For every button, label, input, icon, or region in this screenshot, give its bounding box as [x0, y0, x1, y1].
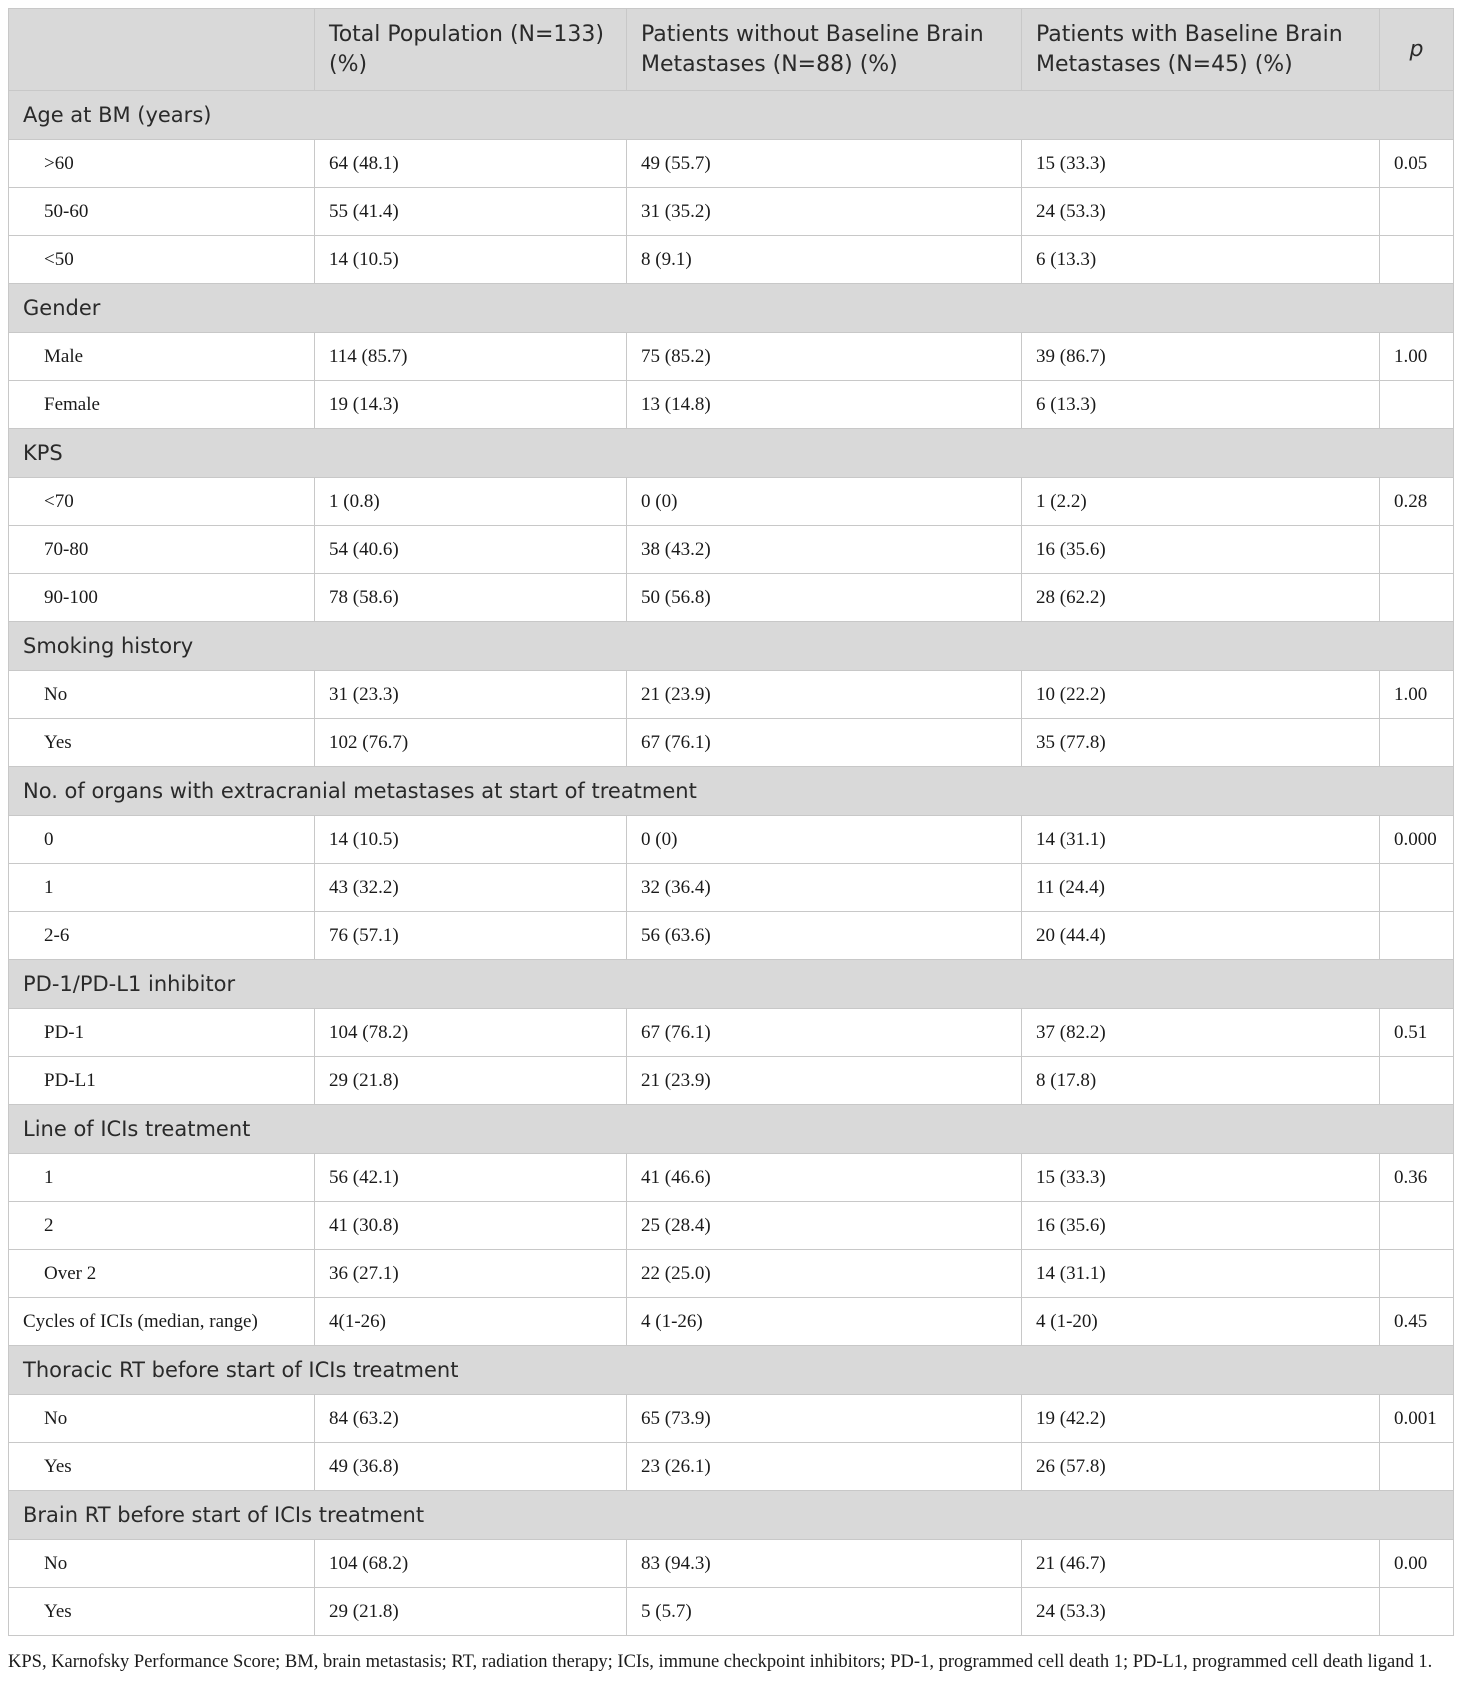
- with-bm-cell: 26 (57.8): [1022, 1443, 1380, 1491]
- p-value-cell: [1380, 1202, 1454, 1250]
- with-bm-cell: 8 (17.8): [1022, 1057, 1380, 1105]
- row-label: <50: [9, 236, 315, 284]
- group-header-row: [9, 960, 1454, 1009]
- total-cell: 102 (76.7): [315, 719, 627, 767]
- with-bm-cell: 15 (33.3): [1022, 140, 1380, 188]
- total-cell: 54 (40.6): [315, 526, 627, 574]
- row-label: PD-1: [9, 1009, 315, 1057]
- group-label: Brain RT before start of ICIs treatment: [9, 1491, 1454, 1540]
- total-cell: 78 (58.6): [315, 574, 627, 622]
- without-bm-cell: 0 (0): [627, 816, 1022, 864]
- total-cell: 1 (0.8): [315, 478, 627, 526]
- row-label: No: [9, 1395, 315, 1443]
- group-label: Line of ICIs treatment: [9, 1105, 1454, 1154]
- without-bm-cell: 0 (0): [627, 478, 1022, 526]
- header-cell-label: [9, 9, 315, 91]
- table-row: [9, 816, 1454, 864]
- table-row: [9, 140, 1454, 188]
- p-value-cell: 1.00: [1380, 333, 1454, 381]
- p-value-cell: 0.000: [1380, 816, 1454, 864]
- without-bm-cell: 65 (73.9): [627, 1395, 1022, 1443]
- table-row: [9, 1009, 1454, 1057]
- group-label: Thoracic RT before start of ICIs treatment: [9, 1346, 1454, 1395]
- total-cell: 14 (10.5): [315, 816, 627, 864]
- p-value-cell: [1380, 912, 1454, 960]
- with-bm-cell: 1 (2.2): [1022, 478, 1380, 526]
- table-row: [9, 333, 1454, 381]
- group-label: KPS: [9, 429, 1454, 478]
- table-container: [8, 8, 1453, 1636]
- row-label: 90-100: [9, 574, 315, 622]
- group-label: Age at BM (years): [9, 91, 1454, 140]
- p-value-cell: [1380, 1588, 1454, 1636]
- row-label: No: [9, 671, 315, 719]
- table-row: [9, 719, 1454, 767]
- with-bm-cell: 19 (42.2): [1022, 1395, 1380, 1443]
- total-cell: 104 (68.2): [315, 1540, 627, 1588]
- total-cell: 31 (23.3): [315, 671, 627, 719]
- total-cell: 49 (36.8): [315, 1443, 627, 1491]
- total-cell: 55 (41.4): [315, 188, 627, 236]
- p-value-cell: [1380, 1250, 1454, 1298]
- row-label: No: [9, 1540, 315, 1588]
- group-header-row: [9, 284, 1454, 333]
- without-bm-cell: 4 (1-26): [627, 1298, 1022, 1346]
- without-bm-cell: 32 (36.4): [627, 864, 1022, 912]
- total-cell: 29 (21.8): [315, 1588, 627, 1636]
- without-bm-cell: 75 (85.2): [627, 333, 1022, 381]
- total-cell: 104 (78.2): [315, 1009, 627, 1057]
- p-value-cell: 0.45: [1380, 1298, 1454, 1346]
- row-label: 1: [9, 1154, 315, 1202]
- without-bm-cell: 23 (26.1): [627, 1443, 1022, 1491]
- without-bm-cell: 67 (76.1): [627, 719, 1022, 767]
- p-value-cell: 0.51: [1380, 1009, 1454, 1057]
- table-row: [9, 236, 1454, 284]
- table-row: [9, 1540, 1454, 1588]
- p-value-cell: [1380, 381, 1454, 429]
- group-label: Gender: [9, 284, 1454, 333]
- row-label: 0: [9, 816, 315, 864]
- table-row: [9, 1588, 1454, 1636]
- without-bm-cell: 31 (35.2): [627, 188, 1022, 236]
- group-header-row: [9, 1491, 1454, 1540]
- group-header-row: [9, 1346, 1454, 1395]
- with-bm-cell: 20 (44.4): [1022, 912, 1380, 960]
- with-bm-cell: 35 (77.8): [1022, 719, 1380, 767]
- with-bm-cell: 24 (53.3): [1022, 188, 1380, 236]
- without-bm-cell: 5 (5.7): [627, 1588, 1022, 1636]
- group-header-row: [9, 1105, 1454, 1154]
- p-value-cell: [1380, 719, 1454, 767]
- with-bm-cell: 37 (82.2): [1022, 1009, 1380, 1057]
- table-row: [9, 671, 1454, 719]
- total-cell: 4(1-26): [315, 1298, 627, 1346]
- table-row: [9, 526, 1454, 574]
- group-header-row: [9, 91, 1454, 140]
- p-value-cell: [1380, 864, 1454, 912]
- with-bm-cell: 6 (13.3): [1022, 381, 1380, 429]
- table-row: [9, 1202, 1454, 1250]
- group-header-row: [9, 622, 1454, 671]
- header-cell-total: Total Population (N=133) (%): [315, 9, 627, 91]
- total-cell: 56 (42.1): [315, 1154, 627, 1202]
- with-bm-cell: 16 (35.6): [1022, 1202, 1380, 1250]
- total-cell: 64 (48.1): [315, 140, 627, 188]
- p-value-cell: 0.28: [1380, 478, 1454, 526]
- total-cell: 36 (27.1): [315, 1250, 627, 1298]
- with-bm-cell: 15 (33.3): [1022, 1154, 1380, 1202]
- without-bm-cell: 50 (56.8): [627, 574, 1022, 622]
- row-label: Yes: [9, 1443, 315, 1491]
- with-bm-cell: 4 (1-20): [1022, 1298, 1380, 1346]
- with-bm-cell: 14 (31.1): [1022, 816, 1380, 864]
- p-value-cell: 0.001: [1380, 1395, 1454, 1443]
- table-row: [9, 864, 1454, 912]
- p-value-cell: 0.36: [1380, 1154, 1454, 1202]
- table-row: [9, 1443, 1454, 1491]
- total-cell: 14 (10.5): [315, 236, 627, 284]
- group-label: PD-1/PD-L1 inhibitor: [9, 960, 1454, 1009]
- table-footnote: KPS, Karnofsky Performance Score; BM, brain metastasis; RT, radiation therapy; ICIs, immune checkpoint inhibitors; PD-1, programmed cell death 1; PD-L1, programmed cell death ligand 1.: [8, 1652, 1433, 1672]
- with-bm-cell: 39 (86.7): [1022, 333, 1380, 381]
- table-row: [9, 1250, 1454, 1298]
- table-body: [9, 91, 1454, 1636]
- table-row: [9, 912, 1454, 960]
- total-cell: 41 (30.8): [315, 1202, 627, 1250]
- total-cell: 19 (14.3): [315, 381, 627, 429]
- p-value-cell: [1380, 236, 1454, 284]
- with-bm-cell: 28 (62.2): [1022, 574, 1380, 622]
- p-value-cell: 1.00: [1380, 671, 1454, 719]
- with-bm-cell: 14 (31.1): [1022, 1250, 1380, 1298]
- table-row: [9, 478, 1454, 526]
- p-value-cell: [1380, 188, 1454, 236]
- total-cell: 114 (85.7): [315, 333, 627, 381]
- row-label: PD-L1: [9, 1057, 315, 1105]
- baseline-characteristics-table: [8, 8, 1454, 1636]
- p-value-cell: [1380, 1443, 1454, 1491]
- header-cell-with-bm: Patients with Baseline Brain Metastases (N=45) (%): [1022, 9, 1380, 91]
- row-label: Yes: [9, 719, 315, 767]
- with-bm-cell: 24 (53.3): [1022, 1588, 1380, 1636]
- header-cell-p-value: p: [1380, 9, 1454, 91]
- p-value-cell: [1380, 1057, 1454, 1105]
- p-value-cell: [1380, 526, 1454, 574]
- table-row: [9, 574, 1454, 622]
- without-bm-cell: 21 (23.9): [627, 1057, 1022, 1105]
- table-row: [9, 1395, 1454, 1443]
- row-label: 1: [9, 864, 315, 912]
- row-label: 2: [9, 1202, 315, 1250]
- row-label: >60: [9, 140, 315, 188]
- table-row: [9, 188, 1454, 236]
- row-label: <70: [9, 478, 315, 526]
- row-label: 70-80: [9, 526, 315, 574]
- header-row: [9, 9, 1454, 91]
- without-bm-cell: 49 (55.7): [627, 140, 1022, 188]
- table-row: [9, 1298, 1454, 1346]
- total-cell: 84 (63.2): [315, 1395, 627, 1443]
- total-cell: 29 (21.8): [315, 1057, 627, 1105]
- without-bm-cell: 41 (46.6): [627, 1154, 1022, 1202]
- with-bm-cell: 16 (35.6): [1022, 526, 1380, 574]
- with-bm-cell: 6 (13.3): [1022, 236, 1380, 284]
- with-bm-cell: 11 (24.4): [1022, 864, 1380, 912]
- row-label: 50-60: [9, 188, 315, 236]
- group-label: No. of organs with extracranial metastases at start of treatment: [9, 767, 1454, 816]
- row-label: Male: [9, 333, 315, 381]
- without-bm-cell: 25 (28.4): [627, 1202, 1022, 1250]
- table-row: [9, 1057, 1454, 1105]
- with-bm-cell: 10 (22.2): [1022, 671, 1380, 719]
- row-label: Yes: [9, 1588, 315, 1636]
- p-value-cell: 0.00: [1380, 1540, 1454, 1588]
- header-cell-without-bm: Patients without Baseline Brain Metastases (N=88) (%): [627, 9, 1022, 91]
- total-cell: 76 (57.1): [315, 912, 627, 960]
- without-bm-cell: 22 (25.0): [627, 1250, 1022, 1298]
- group-header-row: [9, 767, 1454, 816]
- without-bm-cell: 67 (76.1): [627, 1009, 1022, 1057]
- total-cell: 43 (32.2): [315, 864, 627, 912]
- without-bm-cell: 38 (43.2): [627, 526, 1022, 574]
- without-bm-cell: 21 (23.9): [627, 671, 1022, 719]
- row-label: Cycles of ICIs (median, range): [9, 1298, 315, 1346]
- without-bm-cell: 8 (9.1): [627, 236, 1022, 284]
- row-label: Over 2: [9, 1250, 315, 1298]
- table-row: [9, 381, 1454, 429]
- p-value-cell: [1380, 574, 1454, 622]
- with-bm-cell: 21 (46.7): [1022, 1540, 1380, 1588]
- group-header-row: [9, 429, 1454, 478]
- without-bm-cell: 56 (63.6): [627, 912, 1022, 960]
- row-label: Female: [9, 381, 315, 429]
- without-bm-cell: 83 (94.3): [627, 1540, 1022, 1588]
- p-value-cell: 0.05: [1380, 140, 1454, 188]
- group-label: Smoking history: [9, 622, 1454, 671]
- without-bm-cell: 13 (14.8): [627, 381, 1022, 429]
- row-label: 2-6: [9, 912, 315, 960]
- table-row: [9, 1154, 1454, 1202]
